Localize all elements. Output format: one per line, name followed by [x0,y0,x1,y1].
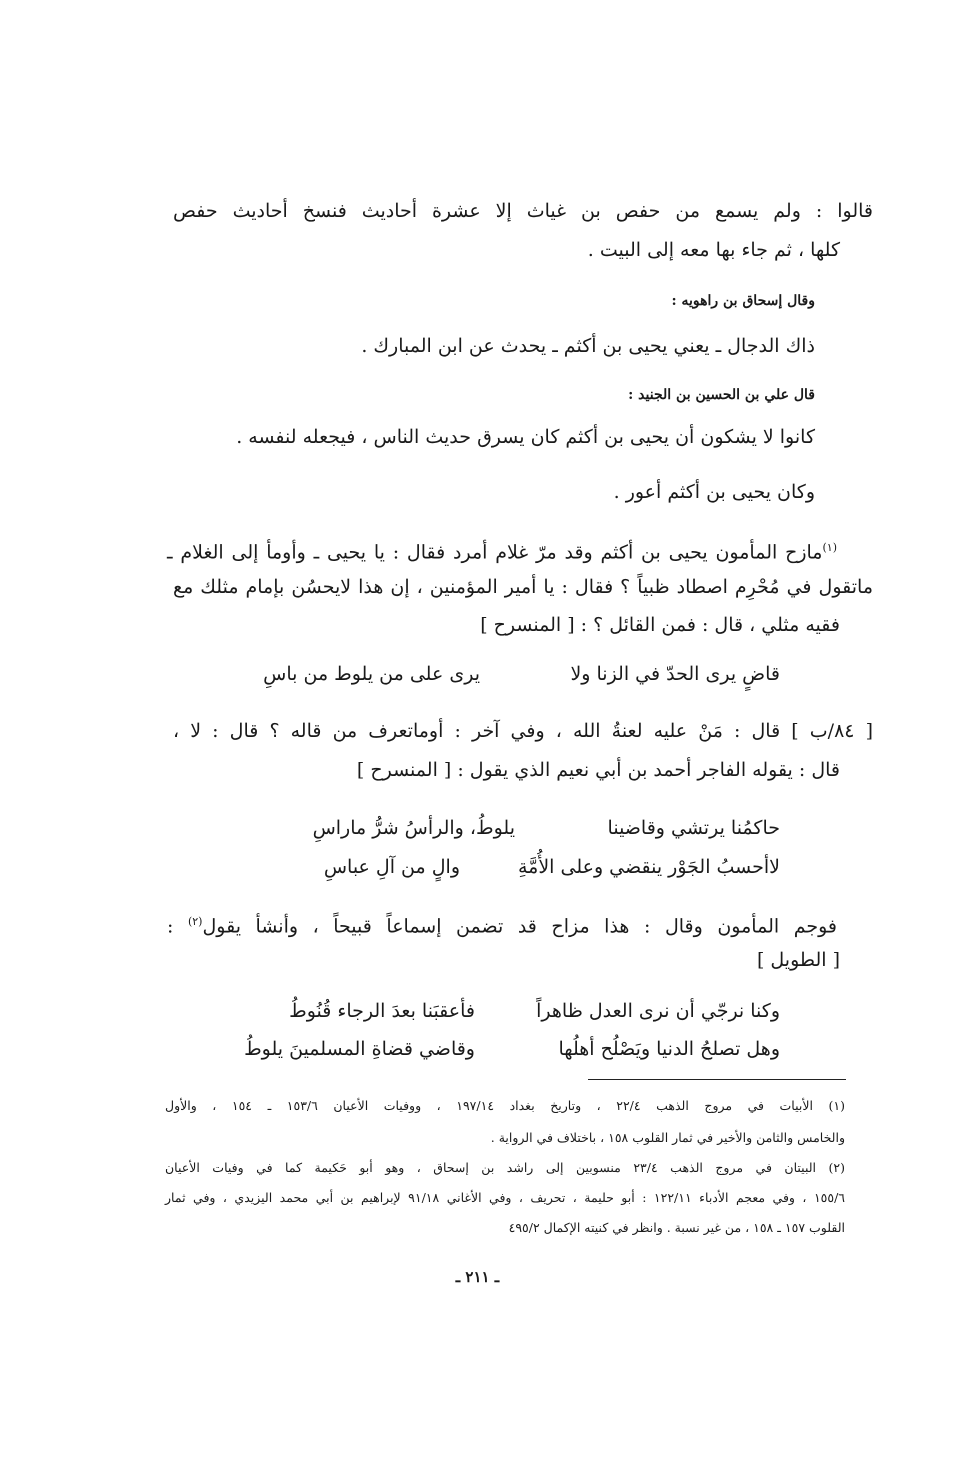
verse2-hemistich-left: يلوطُ، والرأسُ شرُّ ماراسِ [312,817,515,839]
footnote-ref-1: (١) [822,541,837,554]
para4-line1-text: فوجم المأمون وقال : هذا مزاح قد تضمن إسماعاً قبيحاً ، وأنشأ يقول [202,915,837,938]
para2-line1-text: مازح المأمون يحيى بن أكثم وقد مرّ غلام أمرد فقال : يا يحيى ـ وأومأ إلى الغلام ـ [167,541,823,564]
footnote-2-line1: (٢) البيتان في مروج الذهب ٢٣/٤ منسوبين إلى راشد بن إسحاق ، وهو أبو حَكيمة كما في وفيات الأعيان [165,1160,845,1175]
para1-line2: كلها ، ثم جاء بها معه إلى البيت . [587,239,840,261]
footnote-1-line2: والخامس والثامن والأخير في ثمار القلوب ١٥٨ ، باختلاف في الرواية . [490,1130,845,1145]
verse3-hemistich-right: لاأحسبُ الجَوْر ينقضي وعلى الأُمَّةِ [517,856,780,878]
quote-ibn-junayd: كانوا لا يشكون أن يحيى بن أكثم كان يسرق حديث الناس ، فيجعله لنفسه . [236,426,815,448]
para2-line1 [167,534,837,566]
para3-line1: [ ٨٤/ب ] قال : مَنْ عليه لعنةُ الله ، وفي آخر : أوماتعرف من قاله ؟ قال : لا ، [173,720,873,742]
footnote-1-line1: (١) الأبيات في مروج الذهب ٢٢/٤ ، وتاريخ بغداد ١٩٧/١٤ ، ووفيات الأعيان ١٥٣/٦ ـ ١٥٤ ، والأول [165,1098,845,1113]
page-number: ـ ٢١١ ـ [455,1268,500,1286]
verse1-hemistich-right: قاضٍ يرى الحدّ في الزنا ولا [570,663,780,685]
verse2-hemistich-right: حاكمُنا يرتشي وقاضينا [607,817,780,839]
para4-line2-meter: [ الطويل ] [756,949,840,971]
verse3-hemistich-left: والٍ من آلِ عباسِ [323,856,460,878]
heading-ibn-junayd: قال علي بن الحسين بن الجنيد : [628,387,815,403]
para3-line2: قال : يقوله الفاجر أحمد بن أبي نعيم الذي يقول : [ المنسرح ] [356,759,840,781]
verse5-hemistich-left: وقاضي قضاةِ المسلمينَ يلوطُ [244,1038,475,1060]
verse4-hemistich-right: وكنا نرجّي أن نرى العدل ظاهراً [536,1000,780,1022]
footnote-2-line2: ١٥٥/٦ ، وفي معجم الأدباء ١٢٢/١١ : أبو حليمة ، تحريف ، وفي الأغاني ٩١/١٨ لإبراهيم بن أبي محمد اليزيدي ، وفي ثمار [165,1190,846,1205]
para1-line1: قالوا : ولم يسمع من حفص بن غياث إلا عشرة أحاديث فنسخ أحاديث حفص [173,200,873,222]
para2-line2: ماتقول في مُحْرِم اصطاد ظبياً ؟ فقال : يا أمير المؤمنين ، إن هذا لايحسُن بإمام مثلك مع [173,576,873,598]
footnote-ref-2: (٢) [187,915,203,928]
para4-line1 [167,908,837,940]
line-awar: وكان يحيى بن أكثم أعور . [613,481,815,503]
verse5-hemistich-right: وهل تصلحُ الدنيا ويَصْلُح أهلُها [558,1038,780,1060]
heading-ishaq: وقال إسحاق بن راهويه : [671,293,815,309]
verse1-hemistich-left: يرى على من يلوط من باسِ [263,663,480,685]
verse4-hemistich-left: فأعقبَنا بعدَ الرجاء قُنُوطُ [289,1000,475,1022]
para2-line3: فقيه مثلي ، قال : فمن القائل ؟ : [ المنسرح ] [480,614,840,636]
footnote-separator [588,1079,846,1080]
quote-ishaq: ذاك الدجال ـ يعني يحيى بن أكثم ـ يحدث عن ابن المبارك . [361,335,815,357]
footnote-2-line3: القلوب ١٥٧ ـ ١٥٨ ، من غير نسبة . وانظر في كنيته الإكمال ٤٩٥/٢ [508,1220,845,1235]
para4-line1-end: : [167,915,188,938]
